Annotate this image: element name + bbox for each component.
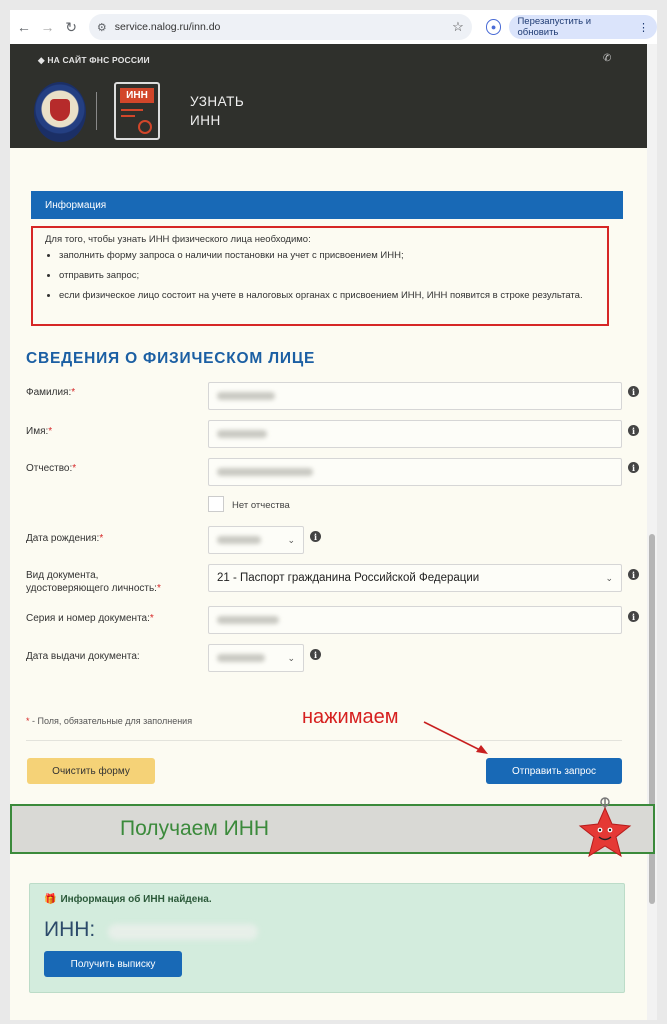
restart-update-label: Перезапустить и обновить [517,16,592,38]
inn-logo-tag: ИНН [120,88,154,103]
click-hint-annotation: нажимаем [302,706,399,728]
browser-toolbar [10,10,657,44]
info-item: • отправить запрос; [59,269,595,282]
bookmark-star-icon[interactable]: ☆ [452,19,464,34]
get-inn-banner: Получаем ИНН [10,804,655,854]
account-icon[interactable]: ● [486,19,502,35]
page-content [10,44,647,1020]
get-extract-button[interactable]: Получить выписку [44,951,182,977]
issue-date-label: Дата выдачи документа: [26,651,140,662]
back-arrow-icon[interactable]: ← [16,19,31,35]
gift-icon: 🎁 [44,894,57,905]
section-title: СВЕДЕНИЯ О ФИЗИЧЕСКОМ ЛИЦЕ [26,350,316,367]
seal-icon [138,120,152,134]
surname-input[interactable] [208,382,622,410]
back-to-fns-label: НА САЙТ ФНС РОССИИ [47,55,150,65]
address-bar[interactable] [89,14,472,40]
phone-icon[interactable]: ✆ [603,53,612,64]
site-header [10,44,647,148]
required-fields-note: * - Поля, обязательные для заполнения [26,716,193,726]
info-intro: Для того, чтобы узнать ИНН физического лица необходимо: [45,234,311,245]
info-item: • заполнить форму запроса о наличии постановки на учет с присвоением ИНН; [59,249,595,262]
header-divider [96,92,97,130]
patronymic-info-icon[interactable]: i [628,462,639,473]
chevron-down-icon[interactable]: ⌄ [287,652,295,663]
docnum-label: Серия и номер документа:* [26,613,154,624]
birthdate-label: Дата рождения:* [26,533,104,544]
doctype-label: Вид документа, удостоверяющего личность:* [26,570,161,594]
docnum-input[interactable] [208,606,622,634]
clear-form-button[interactable]: Очистить форму [27,758,155,784]
reload-icon[interactable]: ↻ [65,18,77,35]
chevron-down-icon[interactable]: ⌄ [287,534,295,545]
surname-info-icon[interactable]: i [628,386,639,397]
form-divider [26,740,622,741]
name-label: Имя:* [26,426,53,437]
no-patronymic-label: Нет отчества [232,500,290,511]
patronymic-input[interactable] [208,458,622,486]
no-patronymic-checkbox[interactable] [208,496,224,512]
info-heading: Информация [31,191,623,219]
inn-label: ИНН: [44,918,96,941]
star-mascot-icon [574,796,636,862]
name-info-icon[interactable]: i [628,425,639,436]
send-request-button[interactable]: Отправить запрос [486,758,622,784]
issue-date-input[interactable] [208,644,304,672]
back-to-fns-link[interactable]: ◆ НА САЙТ ФНС РОССИИ [38,55,150,65]
inn-service-logo [114,82,160,140]
url-text: service.nalog.ru/inn.do [114,21,221,33]
doctype-info-icon[interactable]: i [628,569,639,580]
surname-label: Фамилия:* [26,387,76,398]
inn-value-blurred [108,924,258,940]
result-panel [29,883,625,993]
service-title: УЗНАТЬ ИНН [190,94,245,128]
fns-emblem-logo[interactable] [34,82,86,142]
info-item: • если физическое лицо состоит на учете в налоговых органах с присвоением ИНН, ИНН появится в строке результата. [59,289,595,302]
doctype-value: 21 - Паспорт гражданина Российской Федерации [217,572,480,584]
page-scrollbar[interactable] [647,44,657,1020]
red-arrow-icon [420,716,492,758]
forward-arrow-icon[interactable]: → [40,19,55,35]
doctype-select[interactable] [208,564,622,592]
chevron-down-icon[interactable]: ⌄ [605,572,613,583]
issue-date-info-icon[interactable]: i [310,649,321,660]
site-settings-icon[interactable]: ⚙ [96,21,107,34]
birthdate-input[interactable] [208,526,304,554]
info-box [31,226,609,326]
patronymic-label: Отчество:* [26,463,77,474]
birthdate-info-icon[interactable]: i [310,531,321,542]
menu-dots-icon[interactable]: ⋮ [638,21,650,34]
restart-update-button[interactable] [509,15,657,39]
result-title: 🎁 Информация об ИНН найдена. [44,894,212,905]
docnum-info-icon[interactable]: i [628,611,639,622]
name-input[interactable] [208,420,622,448]
